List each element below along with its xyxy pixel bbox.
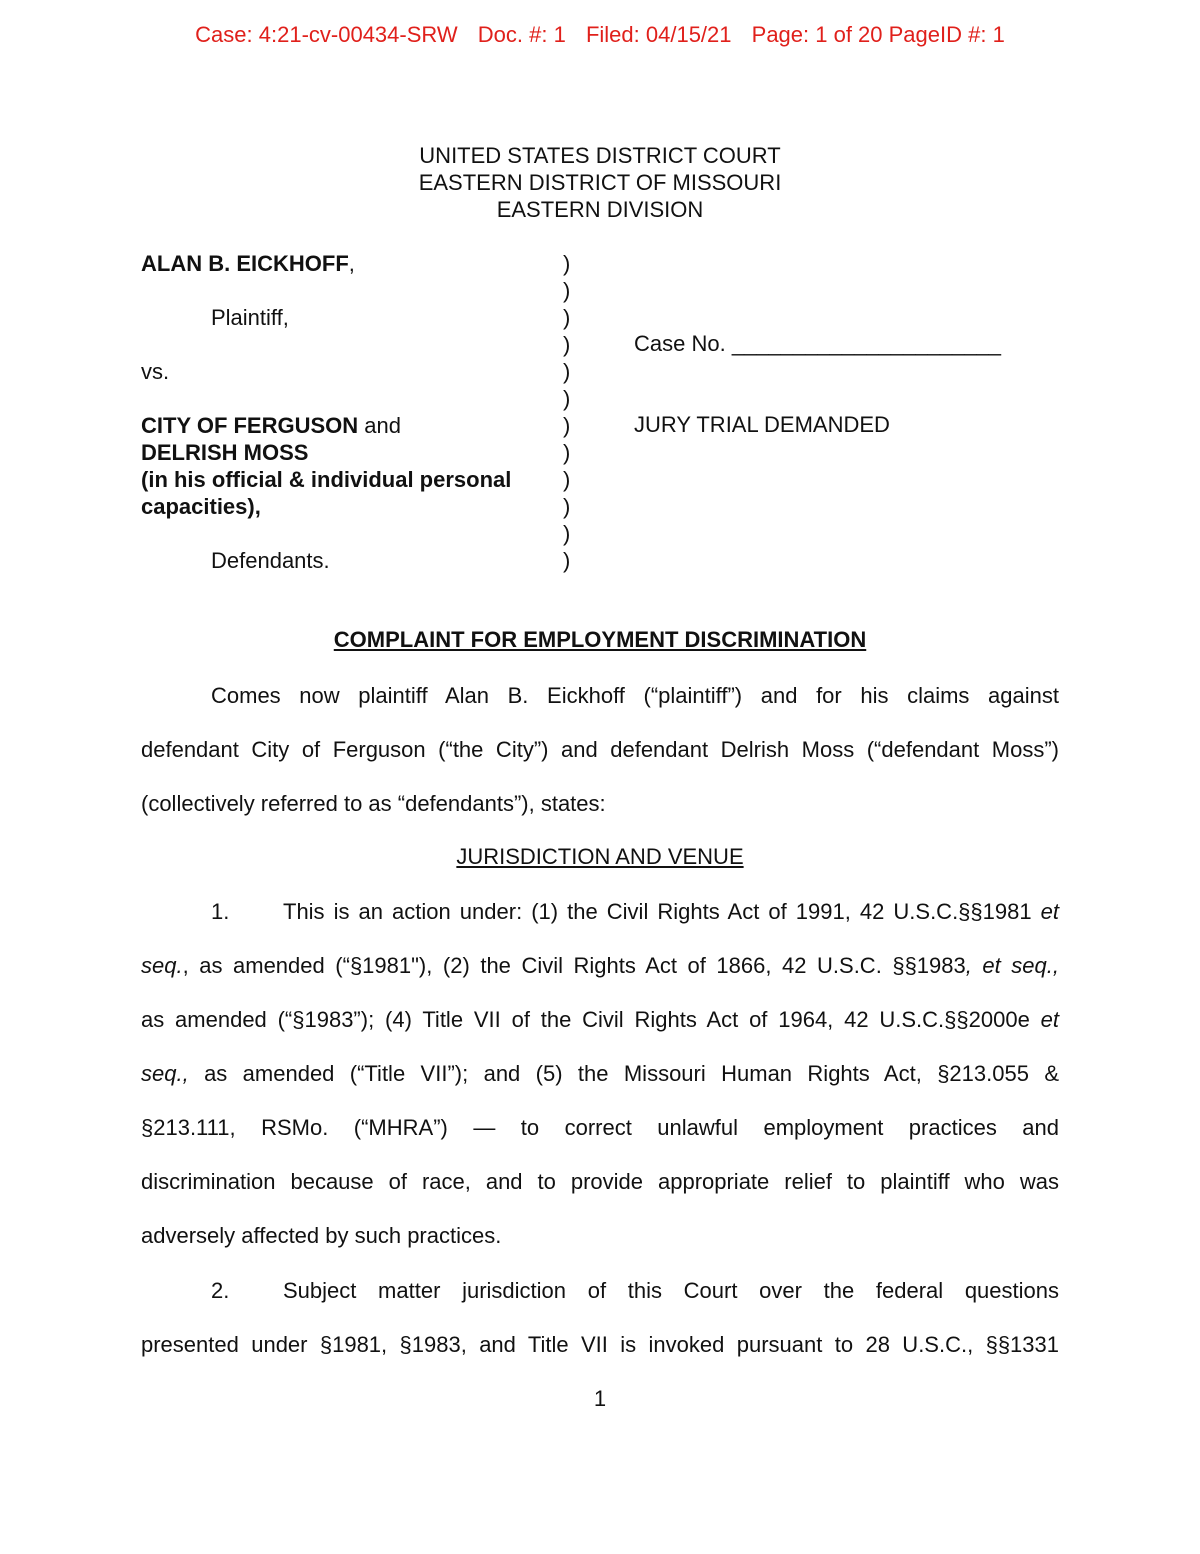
intro-line-3: (collectively referred to as “defendants”), states: [141, 791, 606, 816]
stamp-doc: Doc. #: 1 [477, 22, 566, 47]
paren: ) [563, 386, 571, 411]
para1-line-4 [141, 1047, 1059, 1101]
para1-italic: seq. [141, 953, 183, 978]
versus: vs. [141, 359, 170, 384]
defendant-moss: DELRISH MOSS [141, 440, 309, 465]
defendant-role: Defendants. [211, 548, 330, 573]
court-line-1: UNITED STATES DISTRICT COURT [419, 143, 781, 168]
court-line-3: EASTERN DIVISION [496, 197, 704, 222]
para1-number: 1. [211, 899, 230, 924]
paren: ) [563, 467, 571, 492]
section-heading: JURISDICTION AND VENUE [456, 844, 744, 869]
para1-line-5: §213.111, RSMo. (“MHRA”) — to correct unlawful employment practices and [141, 1115, 1059, 1140]
caption-parentheses [563, 250, 570, 574]
paren: ) [563, 548, 571, 573]
intro-line-2: defendant City of Ferguson (“the City”) and defendant Delrish Moss (“defendant Moss”) [141, 737, 1059, 762]
plaintiff-comma: , [348, 251, 355, 276]
para2-number: 2. [211, 1278, 230, 1303]
para2-line-1 [141, 1264, 1059, 1318]
page-number: 1 [593, 1386, 607, 1411]
paren: ) [563, 521, 571, 546]
paren: ) [563, 332, 571, 357]
para1-line-7: adversely affected by such practices. [141, 1223, 502, 1248]
paren: ) [563, 440, 571, 465]
para1-text: This is an action under: (1) the Civil Rights Act of 1991, 42 U.S.C.§§1981 [283, 899, 1041, 924]
para1-text: , as amended (“§1981"), (2) the Civil Rights Act of 1866, 42 U.S.C. §§1983 [182, 953, 966, 978]
case-number-field: Case No. ______________________ [634, 331, 1001, 356]
paren: ) [563, 494, 571, 519]
defendant-line-1 [141, 412, 401, 439]
jury-demand: JURY TRIAL DEMANDED [634, 412, 890, 437]
defendant-capacity-2: capacities), [141, 494, 261, 519]
para1-text: as amended (“Title VII”); and (5) the Missouri Human Rights Act, §213.055 & [188, 1061, 1059, 1086]
court-line-2: EASTERN DISTRICT OF MISSOURI [418, 170, 782, 195]
paren: ) [563, 359, 571, 384]
stamp-case: Case: 4:21-cv-00434-SRW [195, 22, 458, 47]
para2-line-2: presented under §1981, §1983, and Title VII is invoked pursuant to 28 U.S.C., §§1331 [141, 1332, 1059, 1357]
paren: ) [563, 278, 571, 303]
filing-stamp [0, 22, 1200, 48]
paren: ) [563, 305, 571, 330]
para1-italic: seq., [141, 1061, 189, 1086]
para2-text: Subject matter jurisdiction of this Court over the federal questions [283, 1278, 1059, 1303]
plaintiff-name: ALAN B. EICKHOFF [141, 251, 349, 276]
para1-text: as amended (“§1983”); (4) Title VII of the Civil Rights Act of 1964, 42 U.S.C.§§2000e [141, 1007, 1041, 1032]
paren: ) [563, 251, 571, 276]
stamp-filed: Filed: 04/15/21 [585, 22, 732, 47]
para1-italic: , et seq., [965, 953, 1059, 978]
plaintiff-line [141, 250, 355, 277]
para1-line-1 [141, 885, 1059, 939]
para1-italic: et [1040, 899, 1059, 924]
para1-line-6: discrimination because of race, and to provide appropriate relief to plaintiff who was [141, 1169, 1059, 1194]
plaintiff-role: Plaintiff, [211, 305, 289, 330]
para1-line-2 [141, 939, 1059, 993]
document-title: COMPLAINT FOR EMPLOYMENT DISCRIMINATION [333, 627, 867, 652]
defendant-city: CITY OF FERGUSON [141, 413, 359, 438]
stamp-page: Page: 1 of 20 PageID #: 1 [751, 22, 1005, 47]
para1-italic: et [1040, 1007, 1059, 1032]
court-heading [0, 142, 1200, 223]
paren: ) [563, 413, 571, 438]
and-word: and [358, 413, 401, 438]
para1-line-3 [141, 993, 1059, 1047]
intro-line-1: Comes now plaintiff Alan B. Eickhoff (“plaintiff”) and for his claims against [211, 683, 1059, 708]
defendant-capacity-1: (in his official & individual personal [141, 467, 512, 492]
